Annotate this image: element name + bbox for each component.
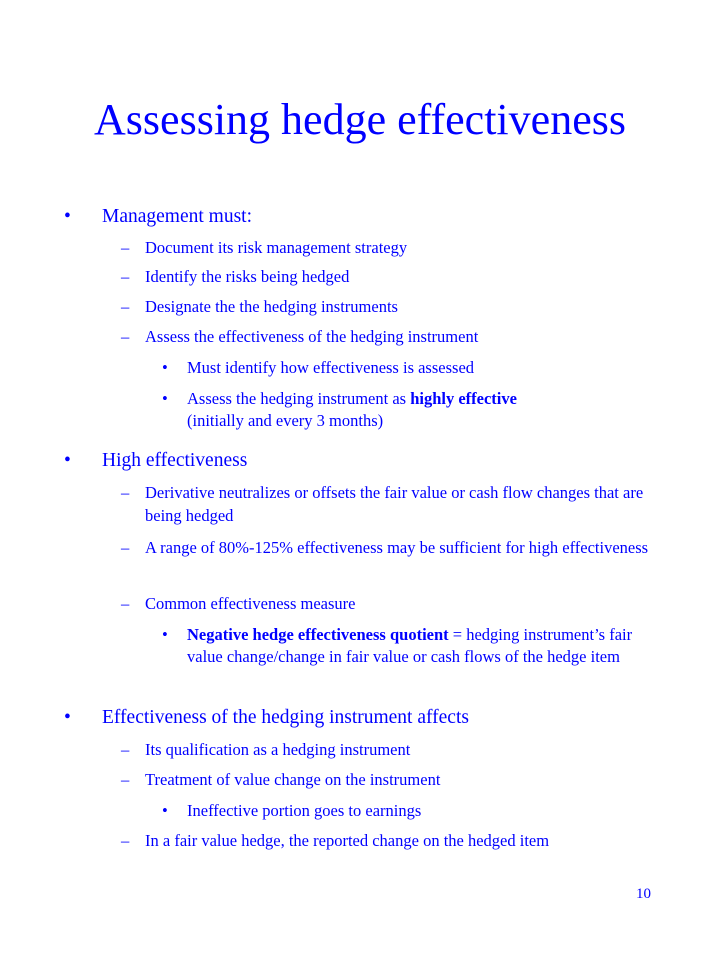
item-derivative-neutralizes [121, 481, 660, 527]
item-document-strategy [121, 236, 655, 259]
dash-marker: – [121, 267, 130, 286]
item-designate-instruments [121, 295, 655, 318]
bullet-text: Effectiveness of the hedging instrument affects [102, 707, 469, 728]
item-text: A range of 80%-125% effectiveness may be sufficient for high effectiveness [145, 538, 649, 557]
item-text: Common effectiveness measure [145, 594, 356, 613]
subitem-ineffective-portion [162, 800, 647, 822]
bullet-effectiveness-affects [64, 706, 682, 729]
bullet-marker: • [162, 625, 168, 644]
item-text: Treatment of value change on the instrument [145, 770, 441, 789]
dash-marker: – [121, 594, 130, 613]
dash-marker: – [121, 770, 130, 789]
bullet-marker: • [64, 707, 71, 728]
dash-marker: – [121, 831, 130, 850]
bullet-text: Management must: [102, 206, 253, 227]
highly-effective-emphasis: highly effective [410, 389, 517, 408]
item-identify-risks [121, 265, 655, 288]
subitem-negative-quotient [162, 624, 652, 668]
subitem-identify-how [162, 357, 647, 379]
item-treatment-value-change [121, 768, 655, 791]
subitem-text: Must identify how effectiveness is assessed [187, 358, 475, 377]
bullet-high-effectiveness [64, 449, 682, 472]
dash-marker: – [121, 238, 130, 257]
bullet-text: High effectiveness [102, 450, 248, 471]
item-text: In a fair value hedge, the reported change on the hedged item [145, 831, 550, 850]
item-text: Derivative neutralizes or offsets the fair value or cash flow changes that are being hedged [145, 483, 644, 525]
item-text: Document its risk management strategy [145, 238, 408, 257]
item-qualification [121, 738, 655, 761]
slide-title: Assessing hedge effectiveness [94, 95, 626, 144]
page-number: 10 [636, 886, 651, 902]
bullet-management-must [64, 205, 682, 228]
subitem-text-lead: Assess the hedging instrument as [187, 389, 411, 408]
bullet-marker: • [162, 389, 168, 408]
bullet-marker: • [64, 450, 71, 471]
subitem-text-tail: (initially and every 3 months) [187, 411, 384, 430]
subitem-text [187, 388, 647, 432]
item-text: Assess the effectiveness of the hedging instrument [145, 327, 479, 346]
subitem-highly-effective [162, 388, 647, 432]
dash-marker: – [121, 740, 130, 759]
dash-marker: – [121, 327, 130, 346]
item-text: Identify the risks being hedged [145, 267, 350, 286]
item-assess-effectiveness [121, 325, 655, 348]
bullet-marker: • [162, 801, 168, 820]
item-text: Its qualification as a hedging instrument [145, 740, 411, 759]
item-fair-value-hedge [121, 829, 635, 852]
subitem-text-tail: = hedging instrument’s fair value change/change in fair value or cash flows of the hedge item [187, 625, 633, 666]
subitem-text: Ineffective portion goes to earnings [187, 801, 422, 820]
subitem-text [187, 624, 652, 668]
item-range-effectiveness [121, 536, 660, 559]
dash-marker: – [121, 297, 130, 316]
item-common-measure [121, 592, 660, 615]
bullet-marker: • [64, 206, 71, 227]
item-text: Designate the the hedging instruments [145, 297, 398, 316]
negative-quotient-emphasis: Negative hedge effectiveness quotient [187, 625, 449, 644]
bullet-marker: • [162, 358, 168, 377]
dash-marker: – [121, 483, 130, 502]
dash-marker: – [121, 538, 130, 557]
